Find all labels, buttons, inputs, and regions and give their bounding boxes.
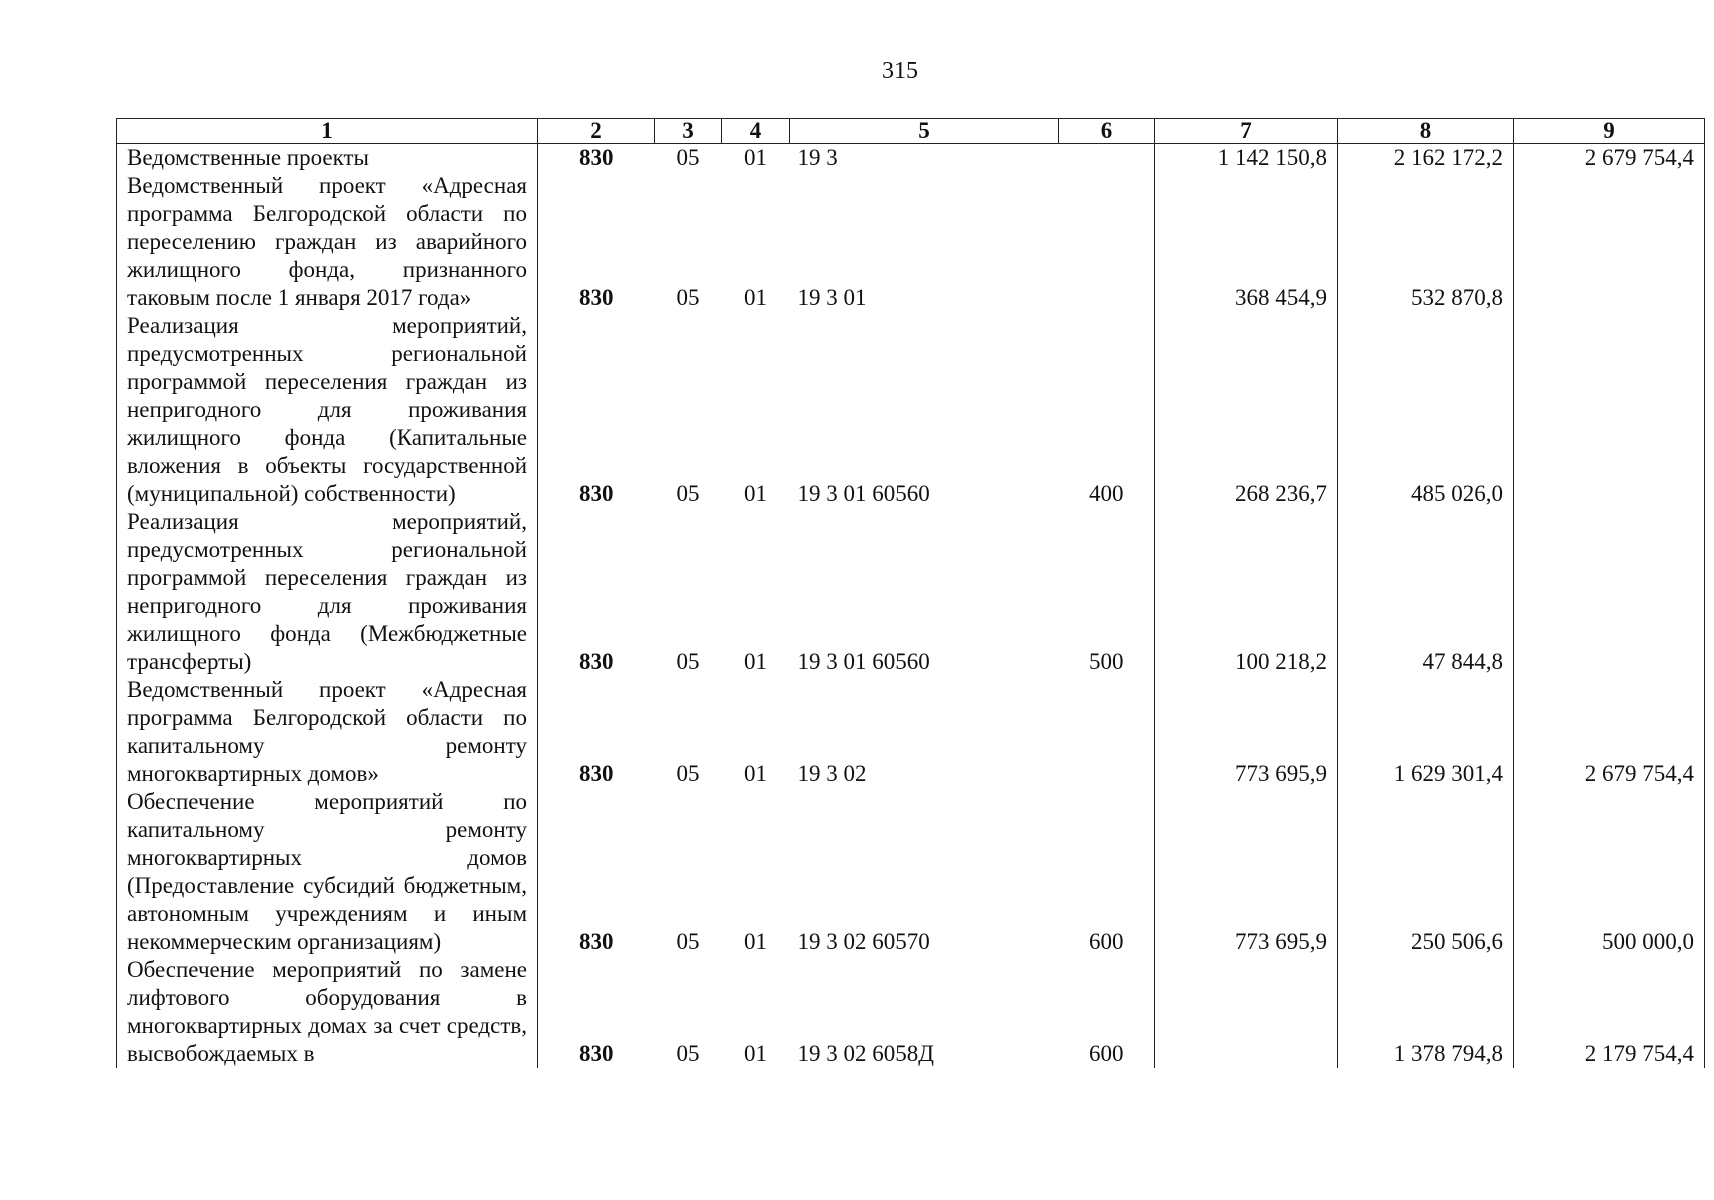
row-value-7 <box>1155 956 1338 1068</box>
row-value-8: 1 378 794,8 <box>1338 956 1514 1068</box>
table-row <box>117 172 1705 312</box>
column-header: 2 <box>538 119 655 144</box>
row-name: Ведомственные проекты <box>117 144 538 173</box>
row-code-5: 19 3 02 <box>797 761 867 786</box>
row-value-9: 2 679 754,4 <box>1514 144 1705 173</box>
row-code-4: 01 <box>744 481 767 506</box>
row-value-7: 773 695,9 <box>1155 676 1338 788</box>
column-header: 4 <box>722 119 790 144</box>
row-code-2: 830 <box>579 481 614 506</box>
row-name: Реализация мероприятий, предусмотренных региональной программой переселения граждан из непригодного для проживания жилищного фонда (Капитальные вложения в объекты государственной (муниципальной) собственности) <box>117 312 538 508</box>
row-value-9 <box>1514 508 1705 676</box>
table-row <box>117 788 1705 956</box>
column-header: 9 <box>1514 119 1705 144</box>
table-row <box>117 508 1705 676</box>
row-code-5: 19 3 02 6058Д <box>797 1041 934 1066</box>
row-value-9: 2 679 754,4 <box>1514 676 1705 788</box>
row-name: Обеспечение мероприятий по капитальному ремонту многоквартирных домов (Предоставление субсидий бюджетным, автономным учреждениям и иным некоммерческим организациям) <box>117 788 538 956</box>
row-value-7: 1 142 150,8 <box>1155 144 1338 173</box>
row-code-4: 01 <box>744 761 767 786</box>
row-code-2: 830 <box>579 649 614 674</box>
row-value-9: 2 179 754,4 <box>1514 956 1705 1068</box>
row-value-7: 268 236,7 <box>1155 312 1338 508</box>
row-code-6: 400 <box>1089 481 1124 506</box>
column-header: 6 <box>1059 119 1155 144</box>
row-value-7: 100 218,2 <box>1155 508 1338 676</box>
table-row <box>117 312 1705 508</box>
column-header: 8 <box>1338 119 1514 144</box>
table-row <box>117 144 1705 173</box>
row-code-3: 05 <box>676 929 700 954</box>
row-code-4: 01 <box>744 649 767 674</box>
row-code-3: 05 <box>676 649 700 674</box>
row-code-2: 830 <box>579 145 614 170</box>
row-value-8: 532 870,8 <box>1338 172 1514 312</box>
row-code-6 <box>1059 172 1155 312</box>
row-code-5: 19 3 <box>797 145 838 170</box>
row-name: Ведомственный проект «Адресная программа Белгородской области по капитальному ремонту многоквартирных домов» <box>117 676 538 788</box>
row-value-8: 2 162 172,2 <box>1338 144 1514 173</box>
row-code-2: 830 <box>579 761 614 786</box>
row-code-5: 19 3 02 60570 <box>797 929 930 954</box>
row-code-5: 19 3 01 60560 <box>797 649 930 674</box>
column-header: 3 <box>655 119 722 144</box>
row-code-3: 05 <box>676 1041 700 1066</box>
row-name: Реализация мероприятий, предусмотренных региональной программой переселения граждан из непригодного для проживания жилищного фонда (Межбюджетные трансферты) <box>117 508 538 676</box>
row-code-4: 01 <box>744 1041 767 1066</box>
row-code-5: 19 3 01 60560 <box>797 481 930 506</box>
row-value-8: 47 844,8 <box>1338 508 1514 676</box>
row-code-6: 600 <box>1089 1041 1124 1066</box>
column-header: 1 <box>117 119 538 144</box>
row-code-6 <box>1059 144 1155 173</box>
row-value-9 <box>1514 312 1705 508</box>
table-header-row <box>117 119 1705 144</box>
column-header: 5 <box>790 119 1059 144</box>
table-row <box>117 676 1705 788</box>
row-code-2: 830 <box>579 1041 614 1066</box>
row-code-2: 830 <box>579 929 614 954</box>
row-code-4: 01 <box>744 145 767 170</box>
row-name: Ведомственный проект «Адресная программа Белгородской области по переселению граждан из аварийного жилищного фонда, признанного таковым после 1 января 2017 года» <box>117 172 538 312</box>
row-value-9: 500 000,0 <box>1514 788 1705 956</box>
row-value-8: 1 629 301,4 <box>1338 676 1514 788</box>
row-code-3: 05 <box>676 481 700 506</box>
page-number: 315 <box>882 58 918 84</box>
row-code-6 <box>1059 676 1155 788</box>
row-value-7: 773 695,9 <box>1155 788 1338 956</box>
row-code-5: 19 3 01 <box>797 285 867 310</box>
row-value-7: 368 454,9 <box>1155 172 1338 312</box>
row-code-3: 05 <box>676 761 700 786</box>
row-code-2: 830 <box>579 285 614 310</box>
row-value-8: 250 506,6 <box>1338 788 1514 956</box>
row-code-3: 05 <box>676 285 700 310</box>
row-value-8: 485 026,0 <box>1338 312 1514 508</box>
table-row <box>117 956 1705 1068</box>
row-name: Обеспечение мероприятий по замене лифтового оборудования в многоквартирных домах за счет средств, высвобождаемых в <box>117 956 538 1068</box>
budget-table <box>116 118 1705 1068</box>
row-code-4: 01 <box>744 929 767 954</box>
row-code-4: 01 <box>744 285 767 310</box>
row-code-6: 500 <box>1089 649 1124 674</box>
row-code-6: 600 <box>1089 929 1124 954</box>
row-value-9 <box>1514 172 1705 312</box>
column-header: 7 <box>1155 119 1338 144</box>
row-code-3: 05 <box>676 145 700 170</box>
